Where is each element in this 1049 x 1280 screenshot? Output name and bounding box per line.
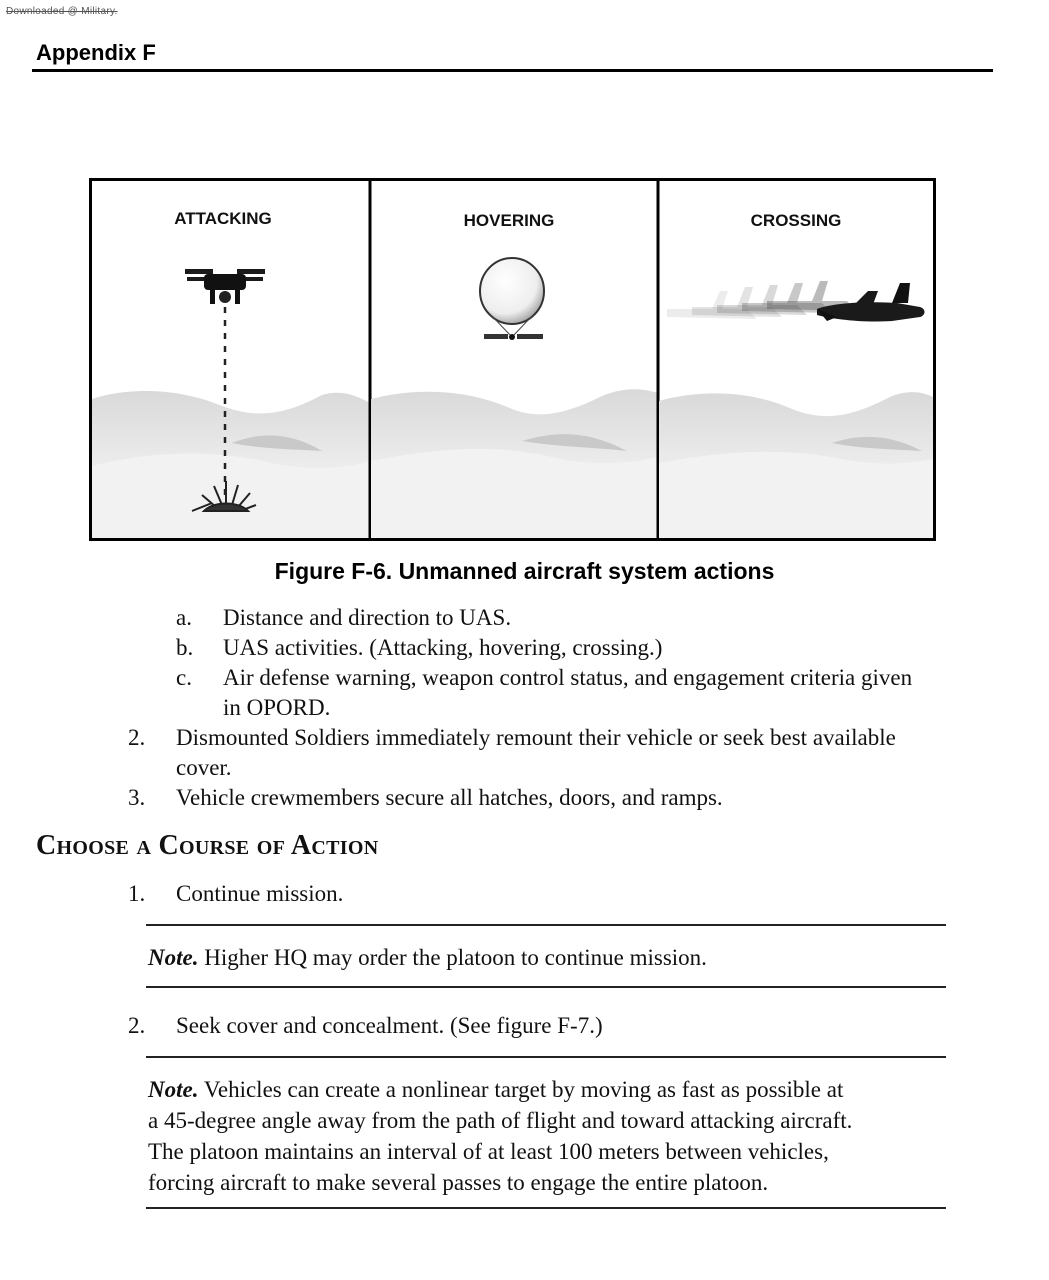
panel-crossing xyxy=(659,211,933,538)
note-label: Note. xyxy=(148,1077,199,1102)
panel-label-crossing: CROSSING xyxy=(750,211,842,230)
step-marker: 2. xyxy=(128,1013,146,1038)
panel-hovering xyxy=(371,211,658,538)
note-text: a 45-degree angle away from the path of flight and toward attacking aircraft. xyxy=(148,1108,853,1133)
header-rule xyxy=(32,69,993,72)
figure-uas-actions xyxy=(89,178,936,541)
note-rule-top xyxy=(146,1056,946,1058)
note-rule-bottom xyxy=(146,1207,946,1209)
note-rule-top xyxy=(146,924,946,926)
list-marker: a. xyxy=(176,605,192,630)
appendix-title: Appendix F xyxy=(36,40,156,65)
step-text: Dismounted Soldiers immediately remount their vehicle or seek best available xyxy=(176,725,896,750)
balloon-icon xyxy=(480,258,544,340)
step-marker: 3. xyxy=(128,785,146,810)
note-box xyxy=(148,1074,944,1198)
step-text: Seek cover and concealment. (See figure F-7.) xyxy=(176,1013,603,1038)
list-marker: b. xyxy=(176,635,194,660)
note-text: forcing aircraft to make several passes to engage the entire platoon. xyxy=(148,1170,769,1195)
note-text: The platoon maintains an interval of at least 100 meters between vehicles, xyxy=(148,1139,829,1164)
figure-caption: Figure F-6. Unmanned aircraft system actions xyxy=(274,558,775,584)
note-rule-bottom xyxy=(146,986,946,988)
drone-icon xyxy=(185,269,265,304)
watermark-text: Downloaded @ Military. xyxy=(6,6,118,17)
note-text: Vehicles can create a nonlinear target by moving as fast as possible at xyxy=(203,1077,844,1102)
note-text: Higher HQ may order the platoon to continue mission. xyxy=(204,945,707,970)
list-item-text: Distance and direction to UAS. xyxy=(223,605,512,630)
step-text-cont: cover. xyxy=(176,755,232,780)
note-label: Note. xyxy=(148,945,199,970)
list-item-text-cont: in OPORD. xyxy=(223,695,331,720)
step-marker: 1. xyxy=(128,881,146,906)
section-heading: Choose a Course of Action xyxy=(36,830,379,861)
step-text: Vehicle crewmembers secure all hatches, doors, and ramps. xyxy=(176,785,723,810)
panel-label-hovering: HOVERING xyxy=(463,211,555,230)
step-text: Continue mission. xyxy=(176,881,344,906)
panel-attacking xyxy=(92,209,370,538)
step-marker: 2. xyxy=(128,725,146,750)
list-item-text: Air defense warning, weapon control status, and engagement criteria given xyxy=(223,665,913,690)
list-item-text: UAS activities. (Attacking, hovering, crossing.) xyxy=(223,635,663,660)
list-marker: c. xyxy=(176,665,192,690)
note-box xyxy=(148,942,944,973)
panel-label-attacking: ATTACKING xyxy=(174,209,272,228)
